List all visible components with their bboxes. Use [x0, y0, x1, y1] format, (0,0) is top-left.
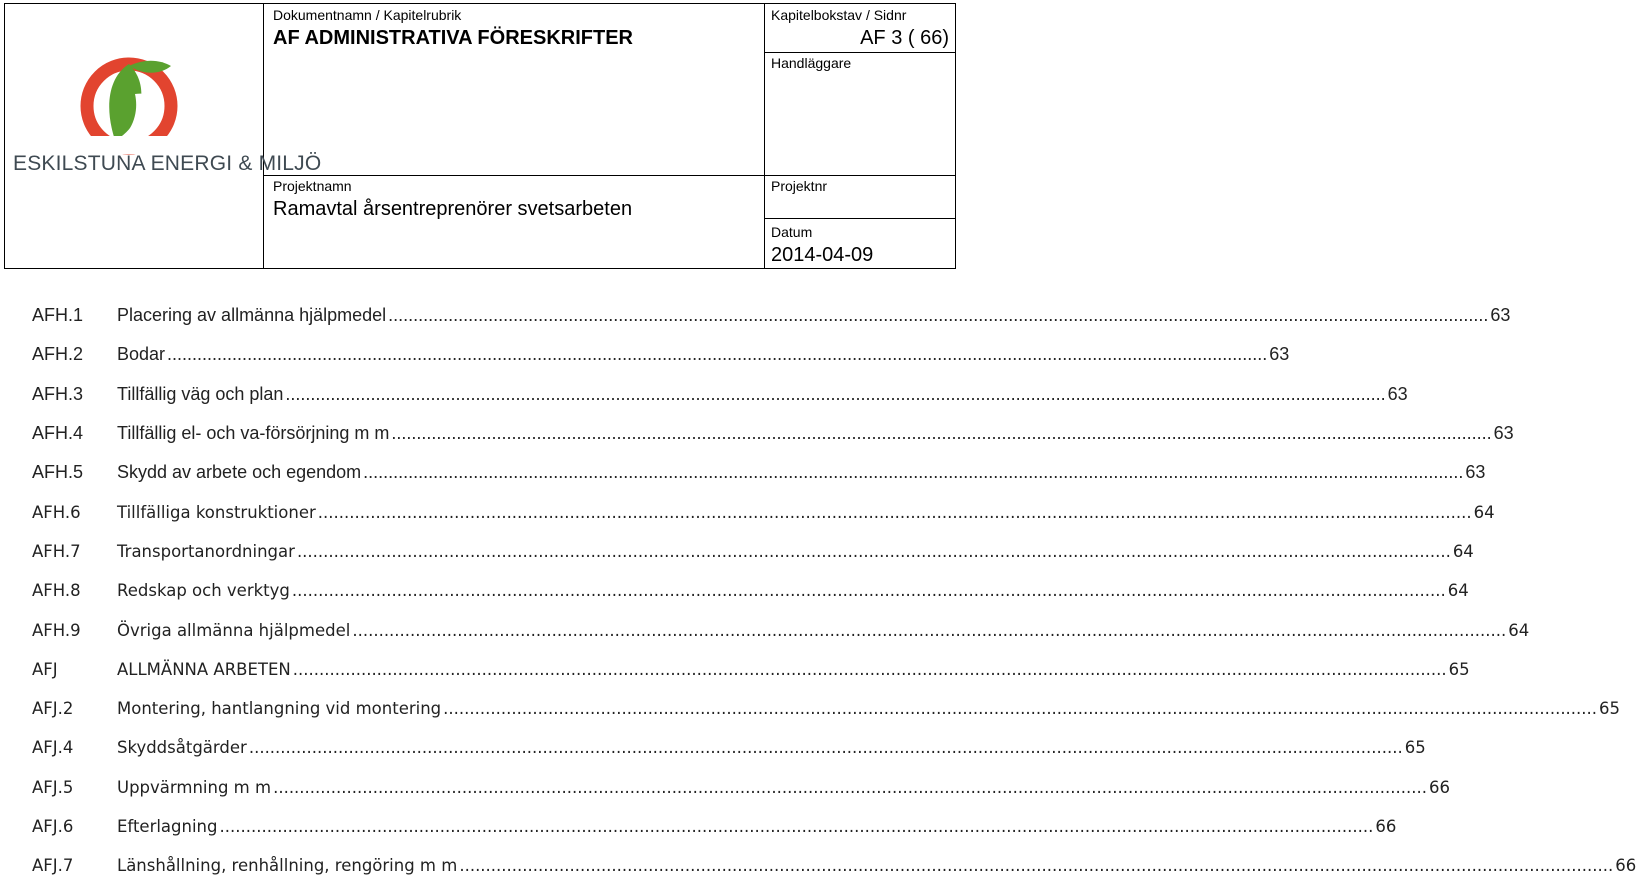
- toc-entry[interactable]: [32, 532, 1474, 571]
- toc-entry-title: Montering, hantlangning vid montering: [117, 699, 442, 719]
- toc-entry-page: 63: [1493, 423, 1514, 444]
- toc-entry-number: AFH.2: [32, 344, 84, 365]
- toc-entry-number: AFH.7: [32, 541, 81, 561]
- toc-entry-number: AFH.5: [32, 462, 84, 483]
- toc-dot-leader: ............................................................................................................................................................................................................................: [459, 856, 1614, 876]
- toc-dot-leader: ............................................................................................................................................................................................................................: [296, 541, 1451, 561]
- project-name: Ramavtal årsentreprenörer svetsarbeten: [273, 198, 633, 220]
- toc-entry-page: 64: [1452, 541, 1474, 561]
- table-of-contents: [32, 296, 1636, 885]
- toc-entry-page: 66: [1375, 817, 1397, 836]
- toc-dot-leader: ............................................................................................................................................................................................................................: [285, 383, 1386, 404]
- toc-entry[interactable]: [32, 728, 1426, 767]
- header-divider-date: [764, 218, 955, 219]
- toc-entry-title: Länshållning, renhållning, rengöring m m: [117, 856, 458, 876]
- toc-entry-page: 64: [1508, 620, 1530, 640]
- toc-entry-title: ALLMÄNNA ARBETEN: [117, 659, 291, 679]
- toc-entry[interactable]: [32, 453, 1486, 492]
- toc-entry-title: Placering av allmänna hjälpmedel: [117, 305, 387, 326]
- date-label: Datum: [771, 224, 813, 240]
- toc-entry-title: Efterlagning: [117, 817, 218, 836]
- toc-entry-page: 64: [1473, 502, 1495, 522]
- toc-entry-page: 63: [1269, 344, 1290, 365]
- header-divider-chapter: [764, 52, 955, 53]
- toc-dot-leader: ............................................................................................................................................................................................................................: [273, 777, 1427, 797]
- toc-entry[interactable]: [32, 807, 1397, 846]
- toc-entry-title: Tillfällig el- och va-försörjning m m: [117, 423, 390, 444]
- doc-title: AF ADMINISTRATIVA FÖRESKRIFTER: [273, 27, 633, 49]
- handler-label: Handläggare: [771, 55, 852, 71]
- toc-entry-number: AFH.9: [32, 620, 81, 640]
- toc-entry-number: AFJ.6: [32, 817, 74, 836]
- toc-dot-leader: ............................................................................................................................................................................................................................: [363, 462, 1464, 483]
- toc-entry-page: 66: [1428, 777, 1450, 797]
- toc-entry[interactable]: [32, 768, 1450, 807]
- toc-entry-title: Skyddsåtgärder: [117, 738, 247, 758]
- document-header: [4, 3, 956, 269]
- project-nr-label: Projektnr: [771, 178, 828, 194]
- date-value: 2014-04-09: [771, 244, 874, 266]
- toc-entry-title: Bodar: [117, 344, 166, 365]
- chapter-value: AF 3 ( 66): [860, 27, 949, 49]
- toc-entry-title: Skydd av arbete och egendom: [117, 462, 362, 483]
- toc-entry-title: Uppvärmning m m: [117, 777, 272, 797]
- toc-dot-leader: ............................................................................................................................................................................................................................: [248, 738, 1403, 758]
- company-logo-text: ESKILSTUNA ENERGI & MILJÖ: [13, 152, 322, 175]
- toc-entry-page: 63: [1490, 305, 1511, 326]
- toc-entry-title: Transportanordningar: [117, 541, 295, 561]
- toc-entry-number: AFH.1: [32, 305, 84, 326]
- toc-entry-title: Redskap och verktyg: [117, 581, 290, 601]
- toc-entry-title: Övriga allmänna hjälpmedel: [117, 620, 351, 640]
- toc-entry[interactable]: [32, 375, 1408, 414]
- toc-entry-number: AFH.4: [32, 423, 84, 444]
- toc-entry-number: AFJ.4: [32, 738, 74, 758]
- toc-entry[interactable]: [32, 335, 1290, 374]
- toc-entry-page: 65: [1404, 738, 1426, 758]
- toc-entry-page: 66: [1615, 856, 1636, 876]
- toc-entry[interactable]: [32, 492, 1495, 531]
- toc-entry-page: 63: [1387, 383, 1408, 404]
- toc-entry-page: 65: [1599, 699, 1621, 719]
- toc-entry[interactable]: [32, 650, 1470, 689]
- toc-entry[interactable]: [32, 689, 1621, 728]
- toc-entry-number: AFJ.7: [32, 856, 74, 876]
- toc-dot-leader: ............................................................................................................................................................................................................................: [391, 423, 1492, 444]
- project-name-label: Projektnamn: [273, 178, 352, 194]
- toc-entry[interactable]: [32, 846, 1636, 885]
- toc-entry-number: AFJ: [32, 659, 58, 679]
- toc-dot-leader: ............................................................................................................................................................................................................................: [219, 817, 1374, 836]
- toc-dot-leader: ............................................................................................................................................................................................................................: [291, 581, 1446, 601]
- toc-entry-number: AFJ.2: [32, 699, 74, 719]
- toc-entry[interactable]: [32, 610, 1530, 649]
- toc-entry[interactable]: [32, 571, 1469, 610]
- toc-entry-title: Tillfälliga konstruktioner: [117, 502, 316, 522]
- doc-name-label: Dokumentnamn / Kapitelrubrik: [273, 7, 462, 23]
- toc-dot-leader: ............................................................................................................................................................................................................................: [317, 502, 1472, 522]
- toc-entry[interactable]: [32, 296, 1511, 335]
- header-divider-mid: [263, 175, 955, 176]
- toc-dot-leader: ............................................................................................................................................................................................................................: [352, 620, 1507, 640]
- toc-dot-leader: ............................................................................................................................................................................................................................: [167, 344, 1268, 365]
- toc-entry-page: 63: [1465, 462, 1486, 483]
- toc-dot-leader: ............................................................................................................................................................................................................................: [292, 659, 1447, 679]
- toc-entry-number: AFH.8: [32, 581, 81, 601]
- toc-entry-page: 64: [1447, 581, 1469, 601]
- toc-entry-title: Tillfällig väg och plan: [117, 383, 284, 404]
- toc-dot-leader: ............................................................................................................................................................................................................................: [443, 699, 1598, 719]
- toc-entry[interactable]: [32, 414, 1514, 453]
- toc-dot-leader: ............................................................................................................................................................................................................................: [388, 305, 1489, 326]
- toc-entry-page: 65: [1448, 659, 1470, 679]
- header-divider-left: [263, 4, 264, 268]
- chapter-label: Kapitelbokstav / Sidnr: [771, 7, 907, 23]
- toc-entry-number: AFJ.5: [32, 777, 74, 797]
- toc-entry-number: AFH.6: [32, 502, 81, 522]
- toc-entry-number: AFH.3: [32, 383, 84, 404]
- header-divider-right: [764, 4, 765, 268]
